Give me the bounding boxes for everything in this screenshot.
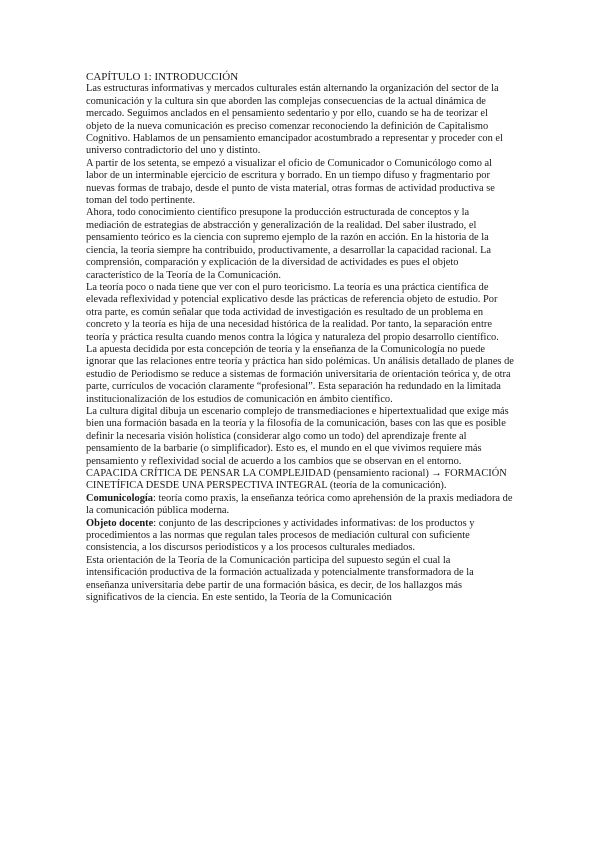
definition-comunicologia: [86, 493, 514, 518]
definition-objeto-docente: [86, 518, 514, 555]
summary-paren-1: (pensamiento racional) →: [330, 468, 445, 479]
closing-paragraph: Esta orientación de la Teoría de la Comunicación participa del supuesto según el cual la intensificación productiva de la formación actualizada y potencialmente transformadora de la enseñanza universitaria debe partir de una formación básica, es decir, de los hallazgos más significativos de la ciencia. En este sentido, la Teoría de la Comunicación: [86, 554, 474, 604]
definition-term: Objeto docente: [86, 517, 154, 529]
paragraph-3: Ahora, todo conocimiento científico presupone la producción estructurada de conceptos y la mediación de estrategias de abstracción y generalización de la realidad. Del saber ilustrado, el pensamiento teórico es la ciencia con supremo ejemplo de la razón en acción. En la historia de la ciencia, la teoría siempre ha contribuido, productivamente, a desarrollar la capacidad racional. La comprensión, comparación y explicación de la diversidad de actividades es pues el objeto característico de la Teoría de la Comunicación.: [86, 207, 492, 281]
summary-caps-2: FORMACIÓN CINETÍFICA DESDE UNA PERSPECTIVA INTEGRAL: [86, 468, 507, 492]
document-page: [86, 71, 514, 604]
summary-caps-1: CAPACIDA CRÍTICA DE PENSAR LA COMPLEJIDAD: [86, 468, 331, 479]
definition-text: : conjunto de las descripciones y actividades informativas: de los productos y procedimientos a las normas que regulan tales procesos de mediación cultural con suficiente consistencia, a los discursos periodísticos y a los procesos culturales mediados.: [86, 517, 475, 554]
paragraph-1: Las estructuras informativas y mercados culturales están alternando la organización del sector de la comunicación y la cultura sin que aborden las complejas consecuencias de la actual dinámica de mercado. Seguimos anclados en el pensamiento sedentario y por ello, cuando se ha de teorizar el objeto de la nueva comunicación es preciso comenzar reconociendo la definición de Capitalismo Cognitivo. Hablamos de un pensamiento emancipador acostumbrado a representar y proceder con el universo contradictorio del uno y distinto.: [86, 83, 503, 157]
paragraph-4: La teoría poco o nada tiene que ver con el puro teoricismo. La teoría es una práctica científica de elevada reflexividad y potencial explicativo desde las prácticas de referencia objeto de estudio. Por otra parte, es común señalar que toda actividad de investigación es resultado de un problema en concreto y la teoría es hija de una necesidad histórica de la realidad. Por tanto, la separación entre teoría y práctica resulta cuando menos contra la lógica y naturaleza del propio desarrollo científico.: [86, 281, 499, 343]
summary-paren-2: (teoría de la comunicación).: [327, 480, 447, 492]
summary-statement: [86, 468, 514, 493]
definition-term: Comunicología: [86, 492, 153, 504]
paragraph-2: A partir de los setenta, se empezó a visualizar el oficio de Comunicador o Comunicólogo como al labor de un interminable ejercicio de escritura y borrado. En un tiempo difuso y fragmentario por nuevas formas de trabajo, desde el punto de vista material, otras formas de actividad productiva se toman del todo pertinente.: [86, 157, 495, 207]
paragraph-5: La apuesta decidida por esta concepción de teoría y la enseñanza de la Comunicología no puede ignorar que las relaciones entre teoría y práctica han sido polémicas. Un análisis detallado de planes de estudio de Periodismo se reduce a sistemas de formación universitaria de orientación teórica y, de otra parte, currículos de vocación claramente “profesional”. Esta separación ha redundado en la limitada institucionalización de los estudios de comunicación en ámbito científico.: [86, 343, 514, 405]
paragraph-6: La cultura digital dibuja un escenario complejo de transmediaciones e hipertextualidad que exige más bien una formación basada en la teoría y la filosofía de la comunicación, bases con las que es posible definir la necesaria visión holística (considerar algo como un todo) del aprendizaje frente al pensamiento de la barbarie (o simplificador). Esto es, el mundo en el que vivimos requiere más pensamiento y reflexividad social de acuerdo a los cambios que se observan en el entorno.: [86, 405, 509, 467]
chapter-title: CAPÍTULO 1: INTRODUCCIÓN: [86, 71, 239, 83]
definition-text: : teoría como praxis, la enseñanza teórica como aprehensión de la praxis mediadora de la comunicación pública moderna.: [86, 492, 513, 517]
